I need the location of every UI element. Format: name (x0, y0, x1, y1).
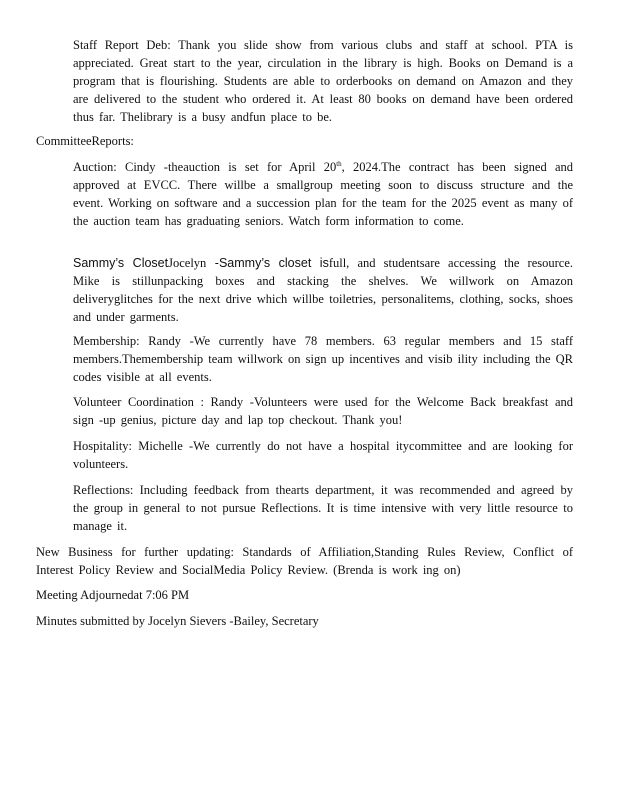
sammys-closet-dash-text: -Sammy’s closet is (206, 256, 329, 270)
volunteer-paragraph: Volunteer Coordination : Randy -Volunteers were used for the Welcome Back breakfast and sign -up genius, picture day and lap top checkout. Thank you! (73, 395, 573, 427)
new-business-paragraph: New Business for further updating: Standards of Affiliation,Standing Rules Review, Conflict of Interest Policy Review and SocialMedia Policy Review. (Brenda is work ing on) (36, 545, 573, 577)
sammys-closet-title: Sammy’s Closet (73, 256, 169, 270)
auction-text-end: , 2024.The contract has been signed and approved at EVCC. There willbe a smallgroup meeting soon to discuss structure and the event. Working on software and a succession plan for the team for the 2025 event as many of the auction team has graduating seniors. Watch form information to come. (73, 160, 573, 228)
minutes-submitted-line: Minutes submitted by Jocelyn Sievers -Bailey, Secretary (36, 614, 319, 628)
hospitality-paragraph: Hospitality: Michelle -We currently do not have a hospital itycommittee and are looking for volunteers. (73, 439, 573, 471)
sammys-closet-paragraph (73, 254, 573, 326)
auction-text-start: Auction: Cindy -theauction is set for April 20 (73, 160, 337, 174)
membership-paragraph: Membership: Randy -We currently have 78 members. 63 regular members and 15 staff members.Themembership team willwork on sign up incentives and visib ility including the QR codes visible at all events. (73, 334, 573, 384)
committee-reports-heading: CommitteeReports: (36, 134, 134, 148)
sammys-closet-text: full, and studentsare accessing the resource. Mike is stillunpacking boxes and stacking the shelves. We willwork on Amazon deliveryglitches for the next drive which willbe toiletries, personalitems, clothing, socks, shoes and under garments. (73, 256, 573, 324)
meeting-adjourned-line: Meeting Adjournedat 7:06 PM (36, 588, 190, 602)
auction-date-superscript: th (336, 159, 342, 168)
auction-paragraph (73, 158, 573, 230)
reflections-paragraph: Reflections: Including feedback from thearts department, it was recommended and agreed by the group in general to not pursue Reflections. It is time intensive with very little resource to manage it. (73, 483, 573, 533)
sammys-closet-name: Jocelyn (168, 256, 207, 270)
staff-report-paragraph: Staff Report Deb: Thank you slide show from various clubs and staff at school. PTA is appreciated. Great start to the year, circulation in the library is high. Books on Demand is a program that is flourishing. Students are able to orderbooks on demand on Amazon and they are delivered to the student who ordered it. At least 80 books on demand have been ordered thus far. Thelibrary is a busy andfun place to be. (73, 38, 573, 124)
